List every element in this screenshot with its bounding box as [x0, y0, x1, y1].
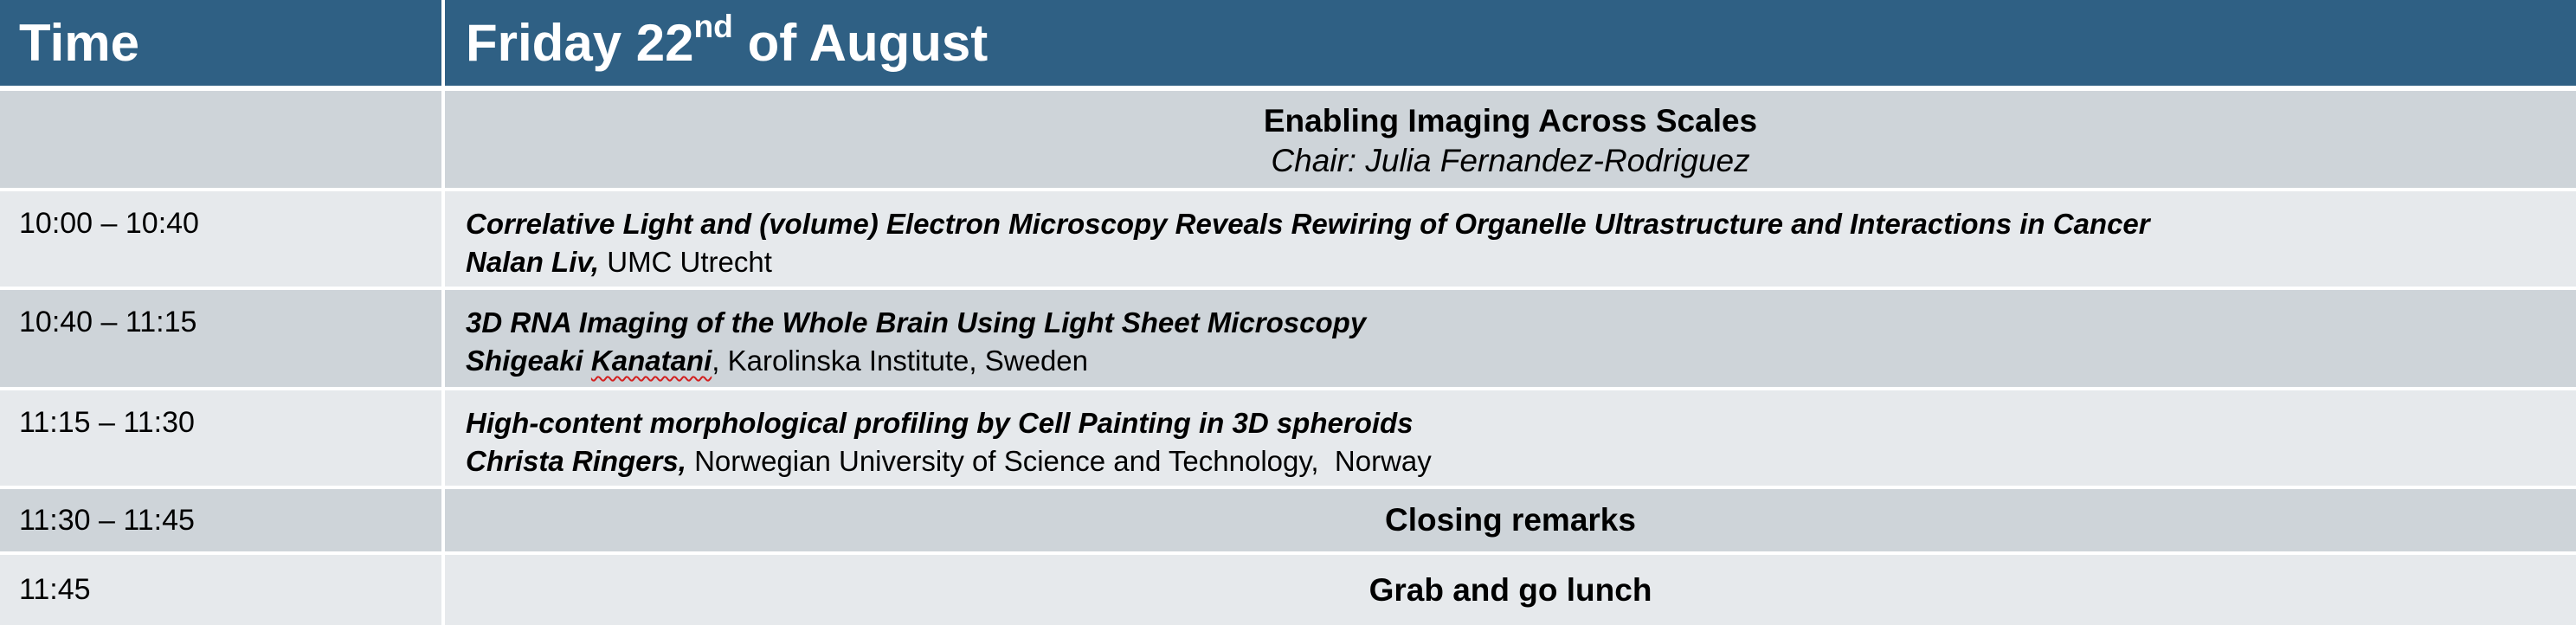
- talk-3-title: High-content morphological profiling by Cell Painting in 3D spheroids: [466, 407, 1414, 439]
- talk-1-cell: [441, 191, 2576, 287]
- closing-time: 11:30 – 11:45: [0, 489, 441, 551]
- lunch-time: 11:45: [0, 555, 441, 625]
- closing-label: Closing remarks: [1385, 502, 1636, 538]
- header-day-suffix: of August: [732, 14, 989, 72]
- header-time-cell: [0, 0, 441, 86]
- talk-2-time: 10:40 – 11:15: [0, 290, 441, 387]
- talk-3-speaker: Christa Ringers,: [466, 445, 686, 477]
- header-day-prefix: Friday 22: [466, 14, 694, 72]
- session-chair: Chair: Julia Fernandez-Rodriguez: [1271, 143, 1750, 178]
- header-time-label: Time: [19, 14, 139, 72]
- talk-1-title: Correlative Light and (volume) Electron Microscopy Reveals Rewiring of Organelle Ultrastructure and Interactions in Cancer: [466, 208, 2150, 240]
- talk-2-title: 3D RNA Imaging of the Whole Brain Using Light Sheet Microscopy: [466, 306, 1367, 338]
- talk-3-time: 11:15 – 11:30: [0, 390, 441, 486]
- lunch-cell: [441, 555, 2576, 625]
- session-cell: [441, 91, 2576, 188]
- talk-3-speaker-line: [466, 442, 2576, 480]
- talk-2-affiliation: , Karolinska Institute, Sweden: [712, 345, 1089, 377]
- header-day-cell: [441, 0, 2576, 86]
- session-title: Enabling Imaging Across Scales: [1263, 103, 1758, 139]
- header-day-title: [466, 8, 989, 73]
- header-day-ordinal: nd: [693, 8, 733, 45]
- talk-2-speaker-last: Kanatani: [590, 345, 712, 377]
- talk-2-speaker-first: Shigeaki: [466, 345, 591, 377]
- talk-3-affiliation: Norwegian University of Science and Technology, Norway: [686, 445, 1432, 477]
- talk-1-speaker-line: [466, 243, 2576, 281]
- talk-3-cell: [441, 390, 2576, 486]
- talk-1-speaker: Nalan Liv,: [466, 246, 600, 278]
- talk-2-speaker-line: [466, 342, 2576, 380]
- closing-cell: [441, 489, 2576, 551]
- lunch-label: Grab and go lunch: [1368, 571, 1652, 608]
- talk-1-time: 10:00 – 10:40: [0, 191, 441, 287]
- talk-2-cell: [441, 290, 2576, 387]
- session-time-cell: [0, 91, 441, 188]
- talk-1-affiliation: UMC Utrecht: [599, 246, 772, 278]
